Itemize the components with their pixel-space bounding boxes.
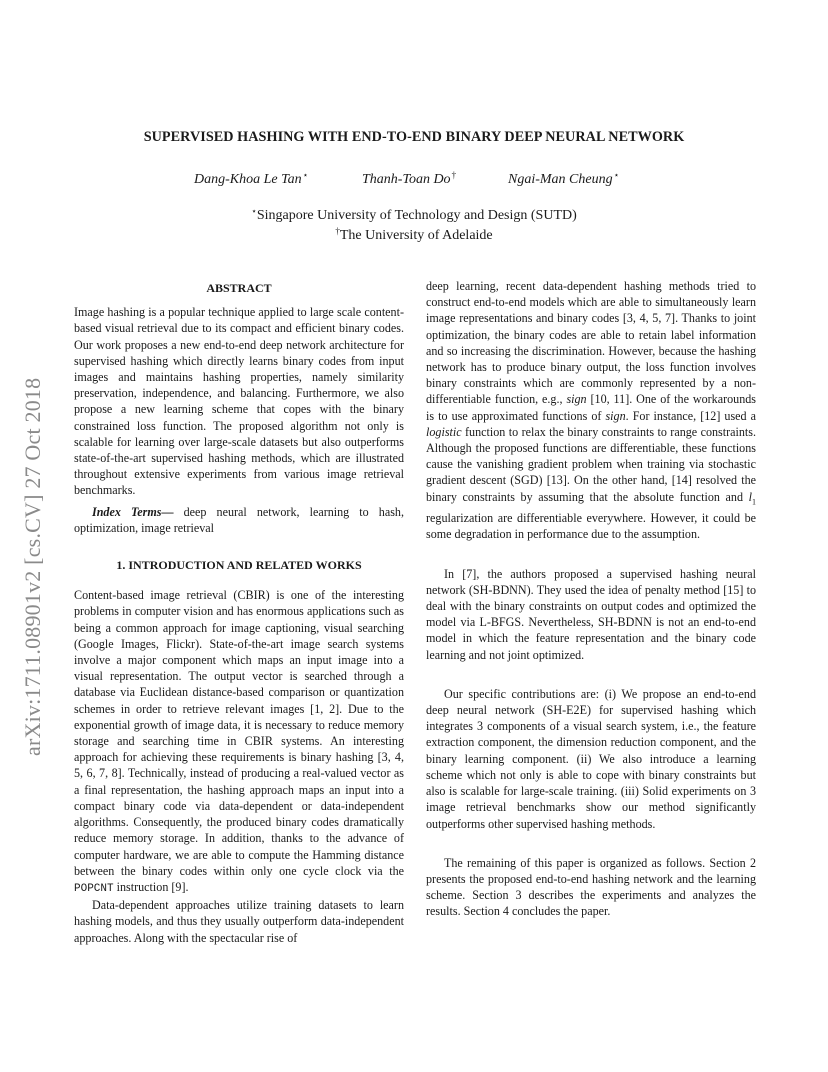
para-text: function to relax the binary constraints to range constraints. Although the proposed functions are differentiable, these functions cause the vanishing gradient problem when training via stochastic gradient descent (SGD) [13]. On the other hand, [14] resolved the binary constraints by assuming that the absolute function and (426, 424, 756, 504)
abstract-heading: ABSTRACT (206, 281, 272, 295)
sign-function: sign (566, 392, 587, 407)
affiliation-mark: † (335, 226, 340, 236)
para-text: regularization are differentiable everywhere. However, it could be some degradation in performance due to the assumption. (426, 511, 756, 542)
affiliation-text: The University of Adelaide (339, 228, 493, 243)
right-paragraph-1 (426, 278, 756, 543)
abstract-text: Image hashing is a popular technique applied to large scale content-based visual retrieval due to its compact and efficient binary codes. Our work proposes a new end-to-end deep network architecture for supervised hashing which directly learns binary codes from input images and maintains hashing properties, namely similarity preservation, independence, and balancing. Furthermore, we also propose a new learning scheme that copes with the binary constrained loss function. The proposed algorithm not only is scalable for learning over large-scale datasets but also outperforms state-of-the-art supervised hashing methods, which are illustrated throughout extensive experiments from various image retrieval benchmarks. (74, 305, 404, 498)
logistic-term: logistic (426, 424, 462, 439)
author-mark: ⋆ (613, 170, 620, 180)
intro-paragraph-2: Data-dependent approaches utilize training datasets to learn hashing models, and thus they usually outperform data-independent approaches. Along with the spectacular rise of (74, 898, 404, 945)
right-paragraph-4: The remaining of this paper is organized as follows. Section 2 presents the proposed end-to-end hashing network and the learning scheme. Section 3 describes the experiments and analyzes the results. Section 4 concludes the paper. (426, 855, 756, 919)
right-paragraph-3: Our specific contributions are: (i) We propose an end-to-end deep neural network (SH-E2E) for supervised hashing which integrates 3 components of a visual search system, i.e., the feature extraction component, the dimension reduction component, and the binary learning component. (ii) We also introduce a learning scheme which not only is able to cope with binary constraints but also is scalable for large-scale training. (iii) Solid experiments on 3 image retrieval benchmarks show our method significantly outperforms other supervised hashing methods. (426, 686, 756, 831)
affiliation-1 (0, 206, 828, 224)
author-mark: ⋆ (302, 170, 309, 180)
intro-paragraph-1 (74, 587, 404, 897)
para-text: deep learning, recent data-dependent hashing methods tried to construct end-to-end models which are able to simultaneously learn image representations and binary codes [3, 4, 5, 7]. Thanks to joint optimization, the binary codes are able to retain label information and so increasing the discrimination. However, because the hashing network has to produce binary output, the loss function involves binary constraints which are commonly represented by a non-differentiable function, e.g., (426, 279, 756, 407)
index-terms-text: deep neural network, learning to hash, optimization, image retrieval (74, 504, 404, 535)
paper-title: SUPERVISED HASHING WITH END-TO-END BINARY DEEP NEURAL NETWORK (143, 129, 685, 145)
author-2 (362, 170, 456, 188)
affiliation-text: Singapore University of Technology and Design (SUTD) (256, 208, 577, 223)
index-terms (74, 504, 404, 536)
para-text: [10, 11]. One of the workarounds is to use approximated functions of (426, 392, 757, 423)
author-name: Dang-Khoa Le Tan (194, 172, 302, 187)
intro-text: Content-based image retrieval (CBIR) is one of the interesting problems in computer vision and has enormous applications such as being a common approach for image captioning, visual searching (Google Images, Flickr). State-of-the-art image search systems involve a major component which maps an input image into a visual representation. The output vector is searched through a database via Euclidean distance-based comparison or quantization schemes in order to retrieve relevant images [1, 2]. Due to the exponential growth of image data, it is necessary to reduce memory storage and searching time in CBIR systems. An interesting approach for achieving these requirements is binary hashing [3, 4, 5, 6, 7, 8]. Technically, instead of producing a real-valued vector as a final representation, the hashing approach maps an input into a compact binary code via data-dependent or data-independent algorithms. Consequently, the produced binary codes dramatically reduce memory storage. In addition, thanks to the advance of computer hardware, we are able to compute the Hamming distance between the binary codes within only one cycle clock via the (74, 588, 404, 878)
author-3 (508, 170, 619, 188)
author-name: Thanh-Toan Do (362, 172, 451, 187)
section-heading: 1. INTRODUCTION AND RELATED WORKS (116, 558, 362, 573)
affiliation-2 (0, 226, 828, 244)
sign-function: sign (605, 408, 626, 423)
left-column (74, 280, 404, 946)
intro-text-end: instruction [9]. (113, 879, 189, 894)
l1-symbol: l (748, 489, 752, 504)
para-text: . For instance, [12] used a (625, 408, 757, 423)
popcnt-code: POPCNT (74, 882, 114, 895)
right-paragraph-2: In [7], the authors proposed a supervised hashing neural network (SH-BDNN). They used the idea of penalty method [15] to deal with the binary constraints on output codes and optimized the model via L-BFGS. Nevertheless, SH-BDNN is not an end-to-end model in which the feature representation and the binary code learning and not joint optimized. (426, 566, 756, 662)
l1-subscript: 1 (752, 497, 756, 507)
index-terms-label: Index Terms— (92, 504, 174, 519)
affiliation-mark: ⋆ (251, 206, 257, 216)
arxiv-stamp: arXiv:1711.08901v2 [cs.CV] 27 Oct 2018 (20, 377, 45, 756)
author-name: Ngai-Man Cheung (508, 172, 613, 187)
author-mark: † (451, 170, 457, 180)
author-1 (194, 170, 308, 188)
right-column (426, 278, 756, 920)
